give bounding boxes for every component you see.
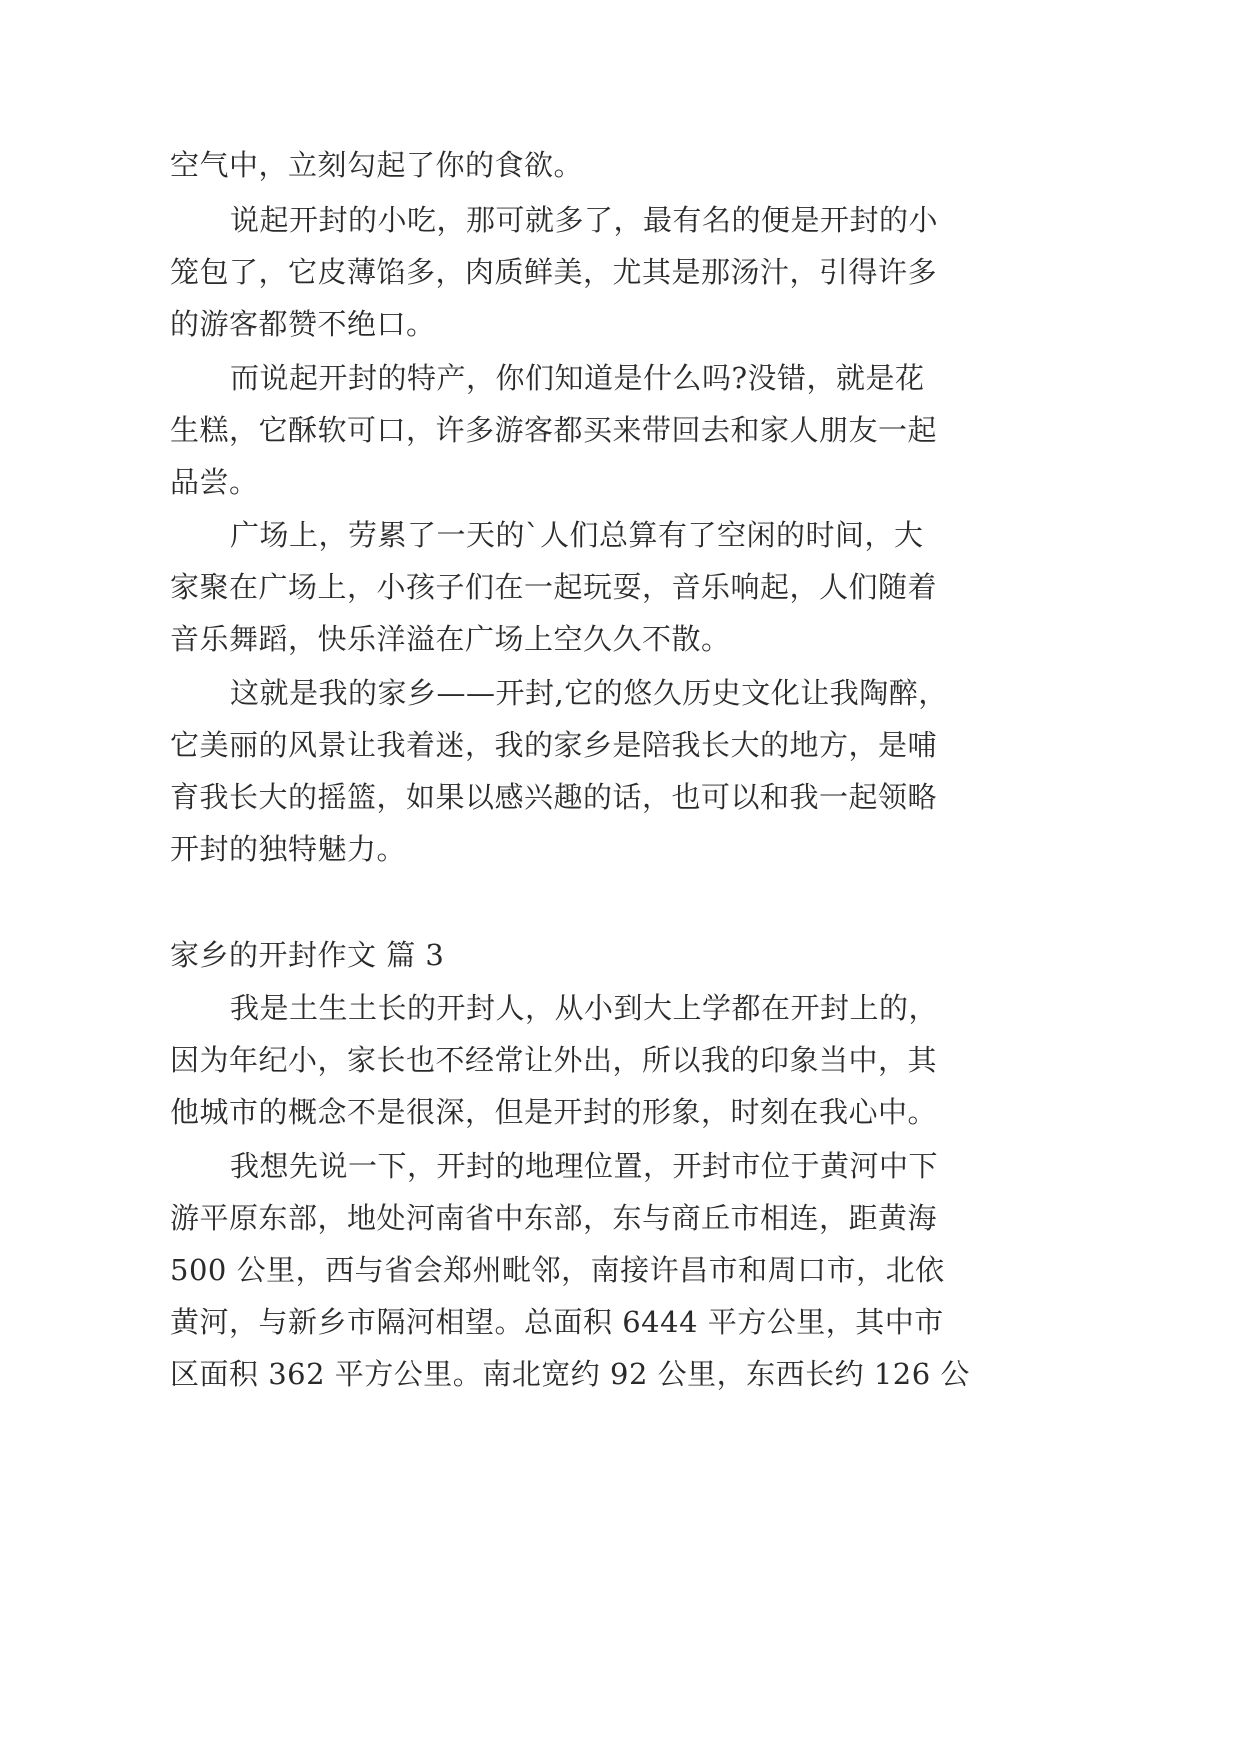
text-line: 开封的独特魅力。	[170, 832, 407, 866]
text-line: 500 公里，西与省会郑州毗邻，南接许昌市和周口市，北依	[170, 1253, 945, 1287]
paragraph-start-line: 说起开封的小吃，那可就多了，最有名的便是开封的小	[230, 203, 939, 237]
text-line: 育我长大的摇篮，如果以感兴趣的话，也可以和我一起领略	[170, 780, 938, 814]
text-line: 的游客都赞不绝口。	[170, 307, 436, 341]
text-line: 家聚在广场上，小孩子们在一起玩耍，音乐响起，人们随着	[170, 570, 938, 604]
text-line: 生糕，它酥软可口，许多游客都买来带回去和家人朋友一起	[170, 413, 938, 447]
section-heading: 家乡的开封作文 篇 3	[170, 938, 445, 972]
paragraph-start-line: 我想先说一下，开封的地理位置，开封市位于黄河中下	[230, 1149, 939, 1183]
paragraph-start-line: 这就是我的家乡——开封,它的悠久历史文化让我陶醉，	[230, 676, 948, 710]
paragraph-start-line: 我是土生土长的开封人，从小到大上学都在开封上的，	[230, 991, 939, 1025]
paragraph-start-line: 而说起开封的特产，你们知道是什么吗?没错，就是花	[230, 361, 925, 395]
text-line: 区面积 362 平方公里。南北宽约 92 公里，东西长约 126 公	[170, 1357, 970, 1391]
text-line: 空气中，立刻勾起了你的食欲。	[170, 148, 584, 182]
paragraph-start-line: 广场上，劳累了一天的`人们总算有了空闲的时间，大	[230, 518, 924, 552]
text-line: 他城市的概念不是很深，但是开封的形象，时刻在我心中。	[170, 1095, 938, 1129]
text-line: 黄河，与新乡市隔河相望。总面积 6444 平方公里，其中市	[170, 1305, 944, 1339]
text-line: 笼包了，它皮薄馅多，肉质鲜美，尤其是那汤汁，引得许多	[170, 255, 938, 289]
text-line: 因为年纪小，家长也不经常让外出，所以我的印象当中，其	[170, 1043, 938, 1077]
text-line: 游平原东部，地处河南省中东部，东与商丘市相连，距黄海	[170, 1201, 938, 1235]
text-line: 品尝。	[170, 465, 259, 499]
text-line: 它美丽的风景让我着迷，我的家乡是陪我长大的地方，是哺	[170, 728, 938, 762]
text-line: 音乐舞蹈，快乐洋溢在广场上空久久不散。	[170, 622, 731, 656]
